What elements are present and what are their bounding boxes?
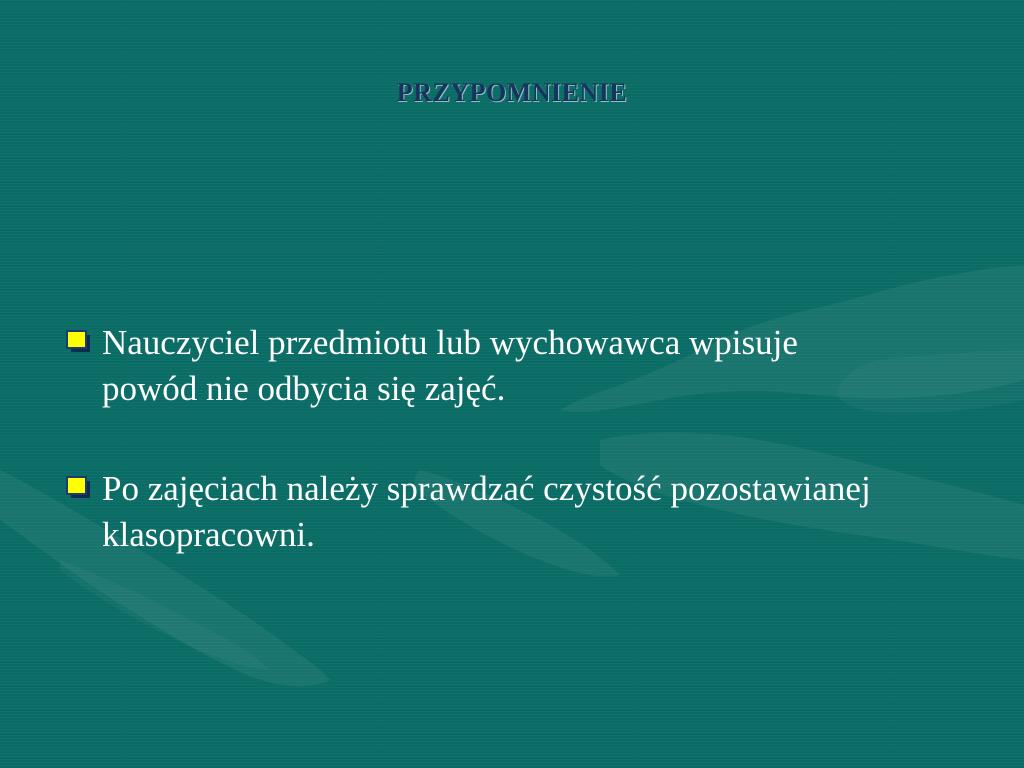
bullet-item [64, 320, 884, 412]
slide-title: PRZYPOMNIENIE [396, 78, 628, 107]
bullet-item [64, 466, 884, 558]
bullet-text: Nauczyciel przedmiotu lub wychowawca wpisuje powód nie odbycia się zajęć. [102, 323, 798, 408]
bullet-list [64, 320, 884, 612]
checkbox-bullet-icon [66, 476, 94, 500]
bullet-text: Po zajęciach należy sprawdzać czystość pozostawianej klasopracowni. [102, 469, 871, 554]
checkbox-bullet-icon [66, 330, 94, 354]
